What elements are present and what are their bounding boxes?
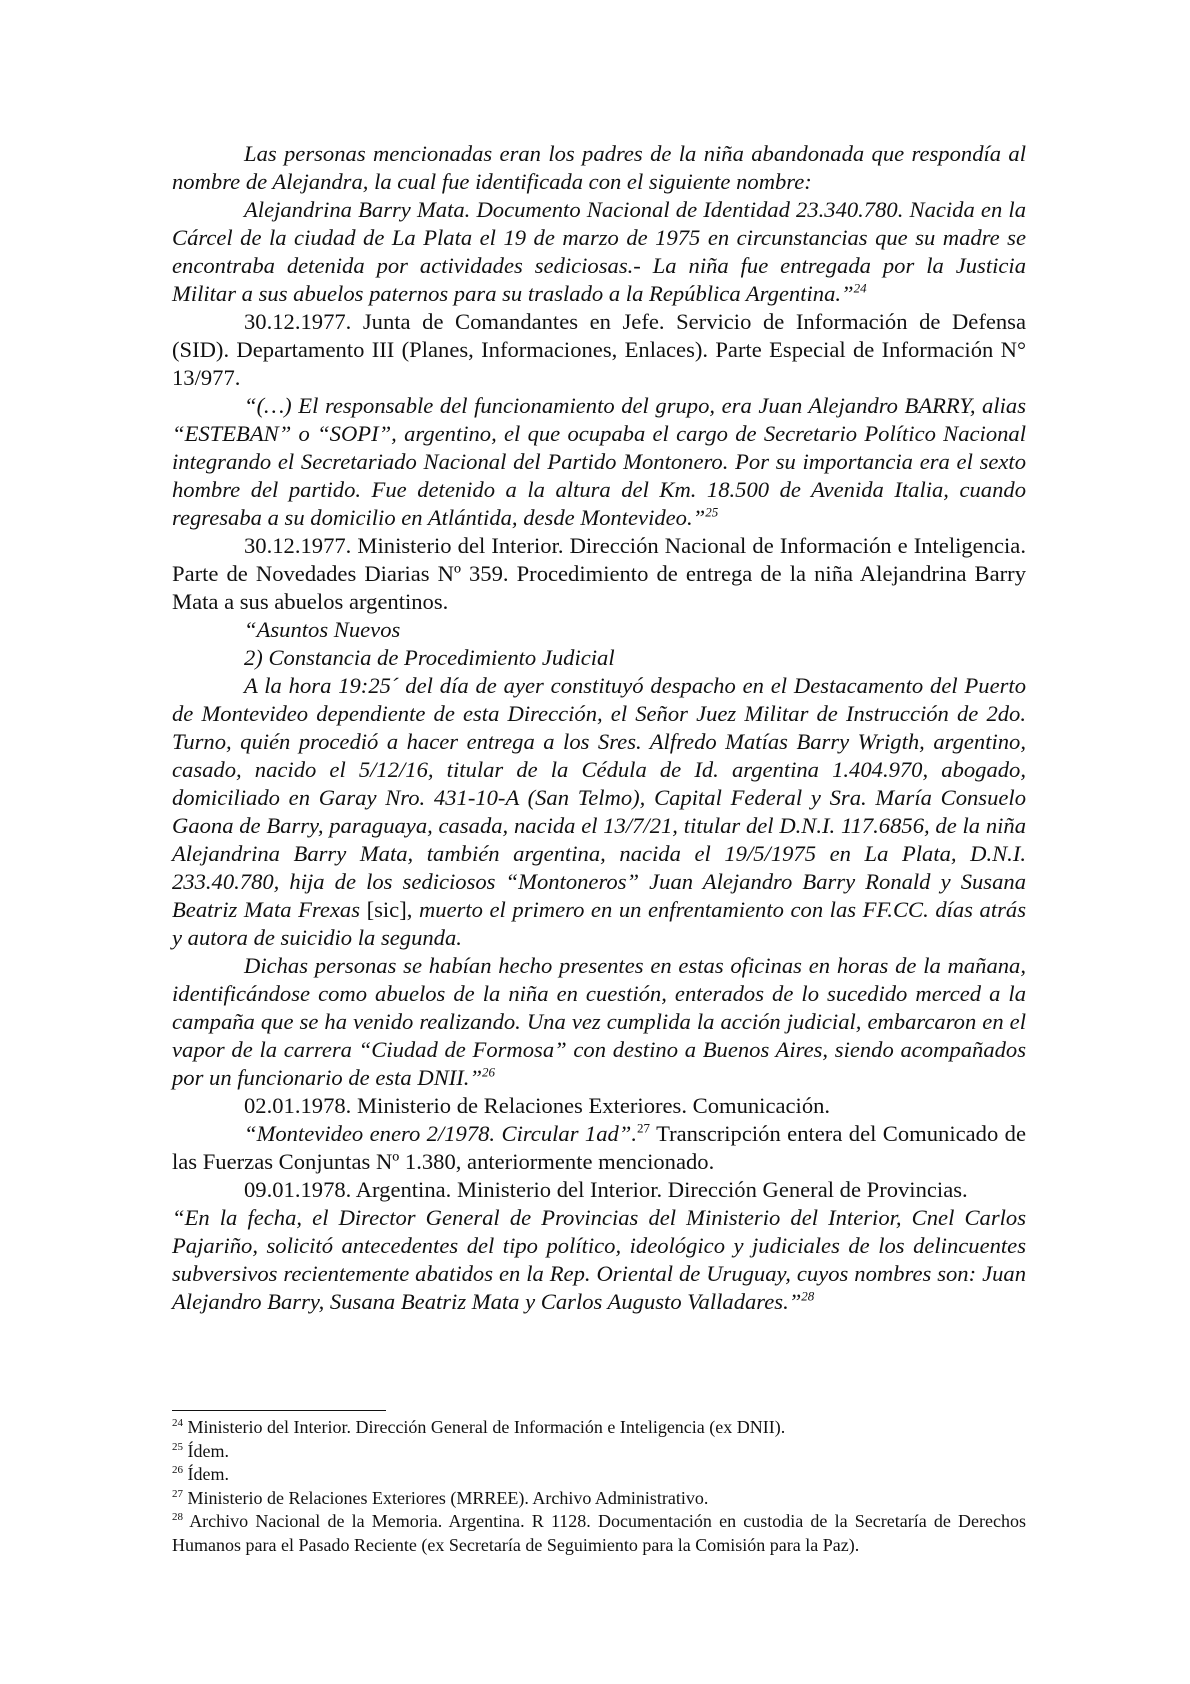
footnote: $^{27}$ Ministerio de Relaciones Exteriores (MRREE). Archivo Administrativo. — [172, 1487, 709, 1508]
footnotes — [172, 1416, 1026, 1557]
footnote-ref-26: 26 — [482, 1064, 496, 1080]
footnote-separator — [172, 1410, 386, 1411]
paragraph-10: 02.01.1978. Ministerio de Relaciones Exteriores. Comunicación. — [244, 1093, 831, 1118]
document-body — [172, 140, 1026, 1316]
footnote: $^{28}$ Archivo Nacional de la Memoria. Argentina. R 1128. Documentación en custodia de la Secretaría de Derechos Humanos para el Pasado Reciente (ex Secretaría de Seguimiento para la Comisión para la Paz). — [172, 1511, 1026, 1555]
paragraph-1: Las personas mencionadas eran los padres de la niña abandonada que respondía al nombre de Alejandra, la cual fue identificada con el siguiente nombre: — [172, 141, 1026, 194]
footnote-ref-28: 28 — [801, 1288, 815, 1304]
paragraph-4: “(…) El responsable del funcionamiento del grupo, era Juan Alejandro BARRY, alias “ESTEBAN” o “SOPI”, argentino, el que ocupaba el cargo de Secretario Político Nacional integrando el Secretariado Nacional del Partido Montonero. Por su importancia era el sexto hombre del partido. Fue detenido a la altura del Km. 18.500 de Avenida Italia, cuando regresaba a su domicilio en Atlántida, desde Montevideo.”$^{25}$ — [172, 393, 1026, 530]
paragraph-2: Alejandrina Barry Mata. Documento Nacional de Identidad 23.340.780. Nacida en la Cárcel de la ciudad de La Plata el 19 de marzo de 1975 en circunstancias que su madre se encontraba detenida por actividades sediciosas.- La niña fue entregada por la Justicia Militar a sus abuelos paternos para su traslado a la República Argentina.”$^{24}$ — [172, 197, 1026, 306]
paragraph-12: 09.01.1978. Argentina. Ministerio del Interior. Dirección General de Provincias. — [244, 1177, 968, 1202]
paragraph-9: Dichas personas se habían hecho presentes en estas oficinas en horas de la mañana, identificándose como abuelos de la niña en cuestión, enterados de lo sucedido merced a la campaña que se ha venido realizando. Una vez cumplida la acción judicial, embarcaron en el vapor de la carrera “Ciudad de Formosa” con destino a Buenos Aires, siendo acompañados por un funcionario de esta DNII.”$^{26}$ — [172, 953, 1026, 1090]
footnote: $^{25}$ Ídem. — [172, 1440, 229, 1461]
sic-note: [sic], — [366, 897, 413, 922]
footnote: $^{26}$ Ídem. — [172, 1464, 229, 1484]
paragraph-7: 2) Constancia de Procedimiento Judicial — [244, 645, 615, 670]
paragraph-11: “Montevideo enero 2/1978. Circular 1ad”.$^{27}$ Transcripción entera del Comunicado de las Fuerzas Conjuntas Nº 1.380, anteriormente mencionado. — [172, 1120, 1027, 1174]
paragraph-13: “En la fecha, el Director General de Provincias del Ministerio del Interior, Cnel Carlos Pajariño, solicitó antecedentes del tipo político, ideológico y judiciales de los delincuentes subversivos recientemente abatidos en la Rep. Oriental de Uruguay, cuyos nombres son: Juan Alejandro Barry, Susana Beatriz Mata y Carlos Augusto Valladares.”$^{28}$ — [172, 1205, 1026, 1314]
paragraph-6: “Asuntos Nuevos — [244, 617, 401, 642]
footnote-ref-25: 25 — [705, 504, 719, 520]
footnote-ref-27: 27 — [637, 1120, 651, 1136]
paragraph-3: 30.12.1977. Junta de Comandantes en Jefe. Servicio de Información de Defensa (SID). Departamento III (Planes, Informaciones, Enlaces). Parte Especial de Información N° 13/977. — [172, 309, 1026, 390]
footnote-ref-24: 24 — [853, 280, 867, 296]
paragraph-8: A la hora 19:25´ del día de ayer constituyó despacho en el Destacamento del Puerto de Montevideo dependiente de esta Dirección, el Señor Juez Militar de Instrucción de 2do. Turno, quién procedió a hacer entrega a los Sres. Alfredo Matías Barry Wrigth, argentino, casado, nacido el 5/12/16, titular de la Cédula de Id. argentina 1.404.970, abogado, domiciliado en Garay Nro. 431-10-A (San Telmo), Capital Federal y Sra. María Consuelo Gaona de Barry, paraguaya, casada, nacida el 13/7/21, titular del D.N.I. 117.6856, de la niña Alejandrina Barry Mata, también argentina, nacida el 19/5/1975 en La Plata, D.N.I. 233.40.780, hija de los sediciosos “Montoneros” Juan Alejandro Barry Ronald y Susana Beatriz Mata Frexas [sic], muerto el primero en un enfrentamiento con las FF.CC. días atrás y autora de suicidio la segunda. — [172, 673, 1026, 950]
footnote: $^{24}$ Ministerio del Interior. Dirección General de Información e Inteligencia (ex DNII). — [172, 1417, 786, 1437]
paragraph-5: 30.12.1977. Ministerio del Interior. Dirección Nacional de Información e Inteligencia. Parte de Novedades Diarias Nº 359. Procedimiento de entrega de la niña Alejandrina Barry Mata a sus abuelos argentinos. — [172, 533, 1026, 614]
